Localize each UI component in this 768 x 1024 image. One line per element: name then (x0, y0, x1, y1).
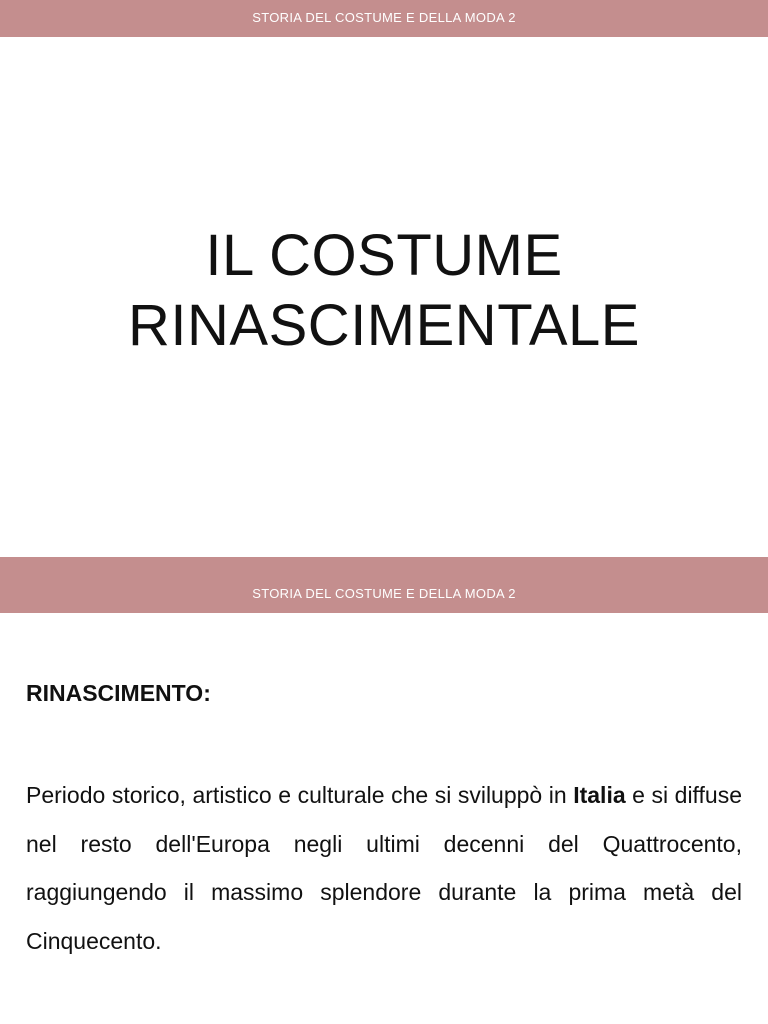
slide-title (0, 221, 768, 361)
top-header-band (0, 0, 768, 37)
body-paragraph (26, 771, 742, 965)
title-line-1: IL COSTUME (205, 223, 563, 288)
paragraph-text-end: e si diffuse nel resto dell'Europa negli ultimi decenni del Quattrocento, raggiungendo il massimo splendore durante la prima metà del Cinquecento. (26, 782, 743, 954)
paragraph-highlight: Italia (573, 782, 626, 808)
content-slide (0, 613, 768, 1024)
title-line-2: RINASCIMENTALE (128, 293, 640, 358)
mid-header-band (0, 557, 768, 613)
paragraph-text-start: Periodo storico, artistico e culturale che si sviluppò in (26, 782, 574, 808)
title-slide (0, 37, 768, 557)
header-label: STORIA DEL COSTUME E DELLA MODA 2 (252, 10, 516, 25)
section-heading: RINASCIMENTO: (26, 680, 211, 706)
section-header-label: STORIA DEL COSTUME E DELLA MODA 2 (252, 586, 516, 601)
